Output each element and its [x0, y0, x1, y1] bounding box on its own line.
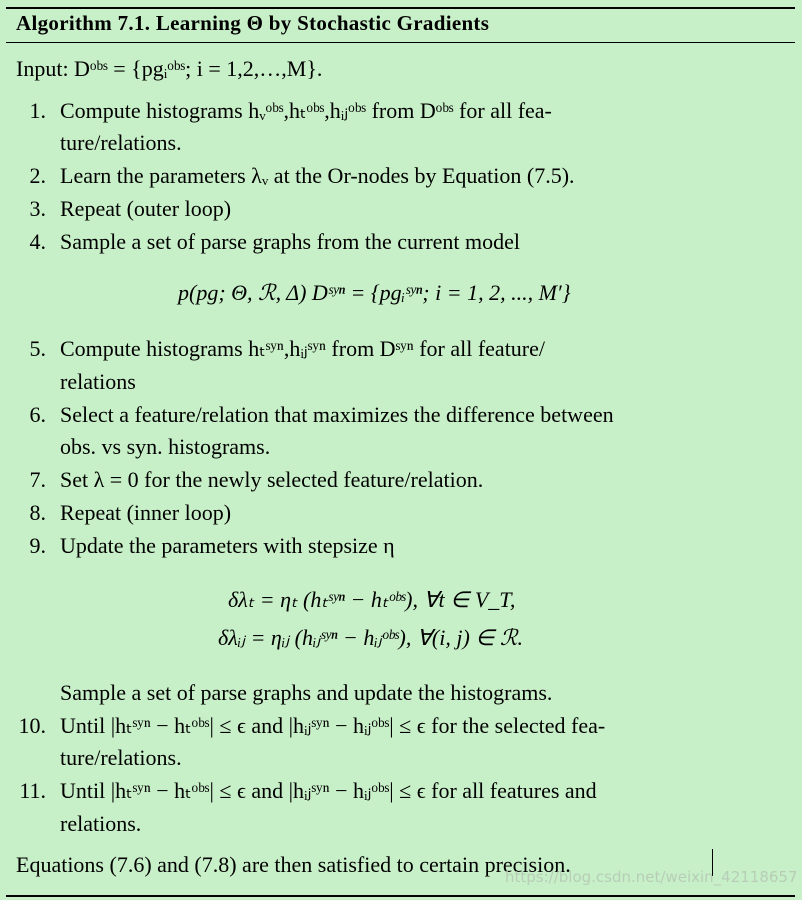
step-text: relations [60, 369, 136, 394]
equation-step-9-b: δλᵢⱼ = ηᵢⱼ (hᵢⱼˢʸⁿ − hᵢⱼᵒᵇˢ), ∀(i, j) ∈ ℛ. [218, 625, 523, 650]
watermark: https://blog.csdn.net/weixin_42118657 [505, 868, 798, 886]
step-text: obs. vs syn. histograms. [60, 434, 271, 459]
equation-step-9-a: δλₜ = ηₜ (hₜˢʸⁿ − hₜᵒᵇˢ), ∀t ∈ V_T, [228, 587, 516, 612]
bottom-rule [6, 895, 795, 897]
step-number: 3. [29, 196, 46, 221]
step-number: 1. [29, 98, 46, 123]
step-text: Update the parameters with stepsize η [60, 533, 395, 558]
step-number: 4. [29, 229, 46, 254]
step-number: 2. [29, 163, 46, 188]
step-text: Compute histograms hᵥᵒᵇˢ,hₜᵒᵇˢ,hᵢⱼᵒᵇˢ from Dᵒᵇˢ for all fea- [60, 98, 552, 123]
step-number: 10. [18, 713, 46, 738]
footer-text: Equations (7.6) and (7.8) are then satisfied to certain precision. [16, 852, 571, 877]
step-number: 11. [19, 778, 46, 803]
top-rule [6, 7, 795, 9]
step-text: relations. [60, 811, 142, 836]
step-text: Until |hₜˢʸⁿ − hₜᵒᵇˢ| ≤ ϵ and |hᵢⱼˢʸⁿ − hᵢⱼᵒᵇˢ| ≤ ϵ for the selected fea- [60, 713, 606, 738]
step-text: ture/relations. [60, 745, 182, 770]
title-rule [6, 42, 795, 43]
step-text: Repeat (outer loop) [60, 196, 232, 221]
step-text: Learn the parameters λᵥ at the Or-nodes by Equation (7.5). [60, 163, 575, 188]
step-text: Set λ = 0 for the newly selected feature/relation. [60, 467, 484, 492]
step-number: 7. [29, 467, 46, 492]
step-text: Sample a set of parse graphs from the current model [60, 229, 521, 254]
input-line: Input: Dᵒᵇˢ = {pgᵢᵒᵇˢ; i = 1,2,…,M}. [16, 56, 323, 81]
step-text: Sample a set of parse graphs and update the histograms. [60, 680, 553, 705]
step-text: Select a feature/relation that maximizes the difference between [60, 402, 614, 427]
step-number: 5. [29, 336, 46, 361]
step-number: 9. [29, 533, 46, 558]
equation-step-4: p(pg; Θ, ℛ, Δ) Dˢʸⁿ = {pgᵢˢʸⁿ; i = 1, 2, ..., M′} [178, 280, 571, 305]
step-text: Until |hₜˢʸⁿ − hₜᵒᵇˢ| ≤ ϵ and |hᵢⱼˢʸⁿ − hᵢⱼᵒᵇˢ| ≤ ϵ for all features and [60, 778, 597, 803]
step-number: 8. [29, 500, 46, 525]
algorithm-title: Algorithm 7.1. Learning Θ by Stochastic Gradients [16, 11, 490, 35]
step-text: Compute histograms hₜˢʸⁿ,hᵢⱼˢʸⁿ from Dˢʸⁿ for all feature/ [60, 336, 546, 361]
step-text: ture/relations. [60, 130, 182, 155]
step-number: 6. [29, 402, 46, 427]
step-text: Repeat (inner loop) [60, 500, 232, 525]
